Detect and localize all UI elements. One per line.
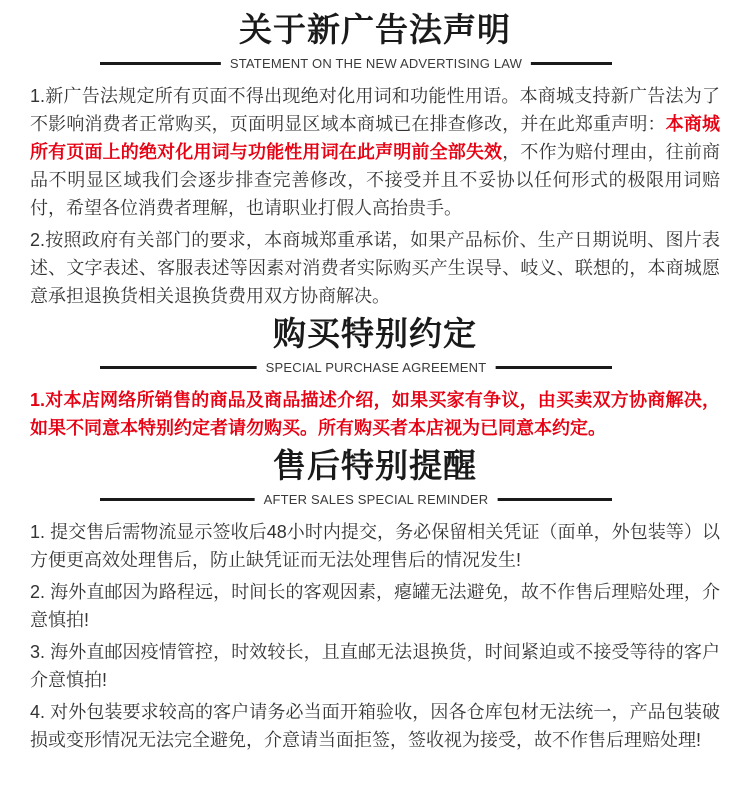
- section-body: [30, 82, 720, 310]
- section-body: [30, 386, 720, 442]
- paragraph: [30, 698, 720, 754]
- text-run: 1.新广告法规定所有页面不得出现绝对化用词和功能性用语。本商城支持新广告法为了不影响消费者正常购买，页面明显区域本商城已在排查修改，并在此郑重声明：: [30, 86, 720, 134]
- text-run: ，不作为赔付理由，往前商品不明显区域我们会逐步排查完善修改，不接受并且不妥协以任何形式的极限用词赔付，希望各位消费者理解，也请职业打假人高抬贵手。: [30, 142, 721, 218]
- subtitle-label: AFTER SALES SPECIAL REMINDER: [255, 491, 498, 508]
- text-run: 2. 海外直邮因为路程远，时间长的客观因素，瘪罐无法避免，故不作售后理赔处理，介意慎拍!: [30, 582, 720, 630]
- section-advertising-law: [0, 10, 750, 310]
- text-run: 3. 海外直邮因疫情管控，时效较长，且直邮无法退换货，时间紧迫或不接受等待的客户介意慎拍!: [30, 642, 720, 690]
- section-purchase-agreement: [0, 314, 750, 442]
- paragraph: [30, 518, 720, 574]
- text-run-red: 1.对本店网络所销售的商品及商品描述介绍，如果买家有争议，由买卖双方协商解决，如果不同意本特别约定者请勿购买。所有购买者本店视为已同意本约定。: [30, 390, 720, 438]
- text-run: 1. 提交售后需物流显示签收后48小时内提交，务必保留相关凭证（面单，外包装等）以方便更高效处理售后，防止缺凭证而无法处理售后的情况发生!: [30, 522, 720, 570]
- paragraph: [30, 578, 720, 634]
- text-run: 4. 对外包装要求较高的客户请务必当面开箱验收，因各仓库包材无法统一，产品包装破损或变形情况无法完全避免，介意请当面拒签，签收视为接受，故不作售后理赔处理!: [30, 702, 720, 750]
- section-title: 关于新广告法声明: [239, 11, 511, 48]
- subtitle-label: SPECIAL PURCHASE AGREEMENT: [257, 359, 496, 376]
- section-title: 售后特别提醒: [273, 447, 477, 484]
- section-subtitle: [100, 55, 612, 72]
- section-subtitle: [100, 491, 612, 508]
- subtitle-label: STATEMENT ON THE NEW ADVERTISING LAW: [221, 55, 531, 72]
- paragraph: [30, 638, 720, 694]
- section-title: 购买特别约定: [273, 315, 477, 352]
- text-run: 2.按照政府有关部门的要求，本商城郑重承诺，如果产品标价、生产日期说明、图片表述、文字表述、客服表述等因素对消费者实际购买产生误导、岐义、联想的，本商城愿意承担退换货相关退换货费用双方协商解决。: [30, 230, 720, 306]
- section-after-sales: [0, 446, 750, 754]
- text-run-red: 本商城所有页面上的绝对化用词与功能性用词在此声明前全部失效: [30, 114, 720, 162]
- paragraph: [30, 386, 720, 442]
- section-subtitle: [100, 359, 612, 376]
- paragraph: [30, 82, 720, 222]
- section-body: [30, 518, 720, 754]
- paragraph: [30, 226, 720, 310]
